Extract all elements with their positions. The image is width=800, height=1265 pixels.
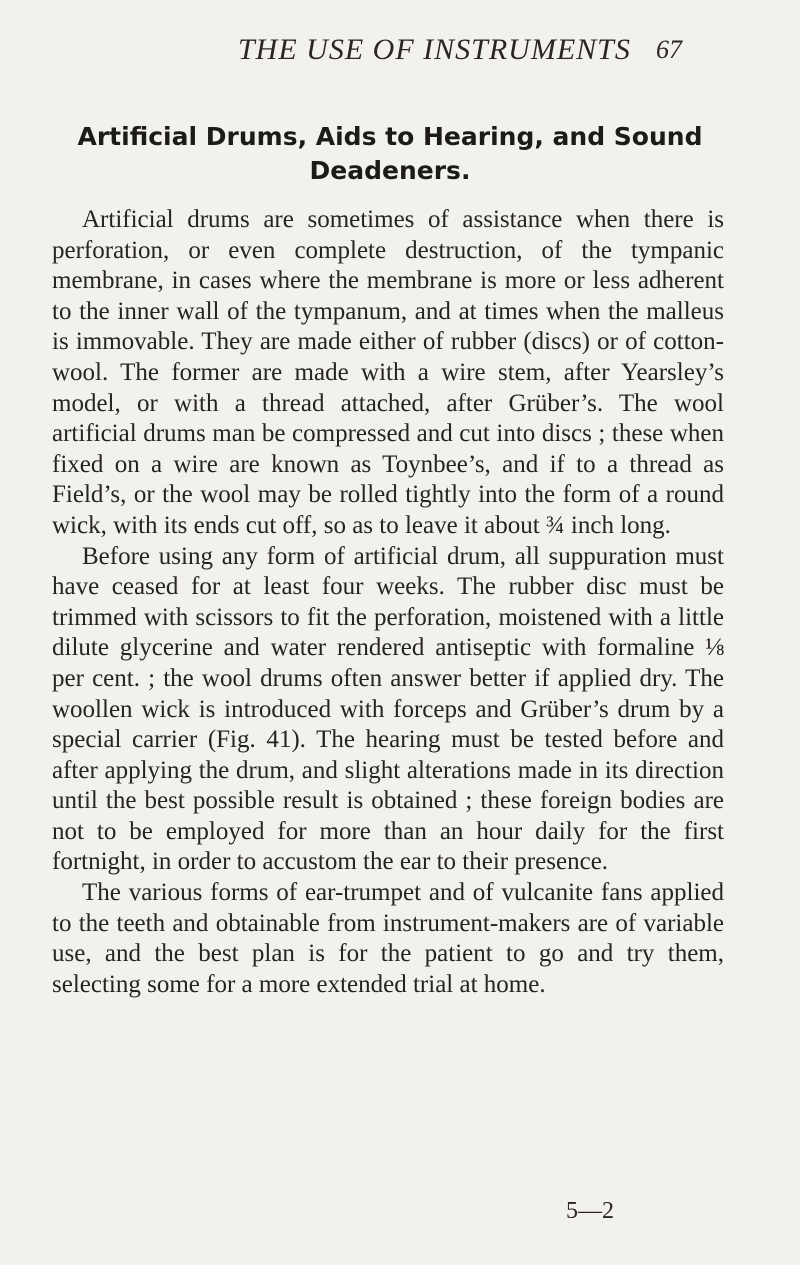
page-number: 67 xyxy=(656,35,682,64)
section-heading xyxy=(70,120,710,188)
section-heading-line-1: Artificial Drums, Aids to Hearing, and Sound xyxy=(77,122,703,151)
paragraph-before-using: Before using any form of artificial drum, all suppuration must have ceased for at least four weeks. The rubber disc must be trimmed with scissors to fit the perforation, moistened with a little dilute glycerine and water rendered antiseptic with formaline ⅛ per cent. ; the wool drums often answer better if applied dry. The woollen wick is introduced with forceps and Grüber’s drum by a special carrier (Fig. 41). The hearing must be tested before and after applying the drum, and slight alterations made in its direction until the best possible result is obtained ; these foreign bodies are not to be employed for more than an hour daily for the first fortnight, in order to accustom the ear to their presence. xyxy=(52,542,724,876)
signature-mark: 5—2 xyxy=(566,1198,614,1224)
running-head xyxy=(0,30,800,70)
body-text xyxy=(52,205,724,1000)
running-title: THE USE OF INSTRUMENTS xyxy=(238,33,631,66)
paragraph-artificial-drums: Artificial drums are sometimes of assistance when there is perforation, or even complete destruction, of the tympanic membrane, in cases where the membrane is more or less adherent to the inner wall of the tympanum, and at times when the malleus is immovable. They are made either of rubber (discs) or of cotton-wool. The former are made with a wire stem, after Yearsley’s model, or with a thread attached, after Grüber’s. The wool artificial drums man be compressed and cut into discs ; these when fixed on a wire are known as Toynbee’s, and if to a thread as Field’s, or the wool may be rolled tightly into the form of a round wick, with its ends cut off, so as to leave it about ¾ inch long. xyxy=(52,206,724,539)
paragraph-ear-trumpets: The various forms of ear-trumpet and of vulcanite fans applied to the teeth and obtainable from instrument-makers are of variable use, and the best plan is for the patient to go and try them, selecting some for a more extended trial at home. xyxy=(52,879,724,998)
section-heading-line-2: Deadeners. xyxy=(309,156,471,185)
